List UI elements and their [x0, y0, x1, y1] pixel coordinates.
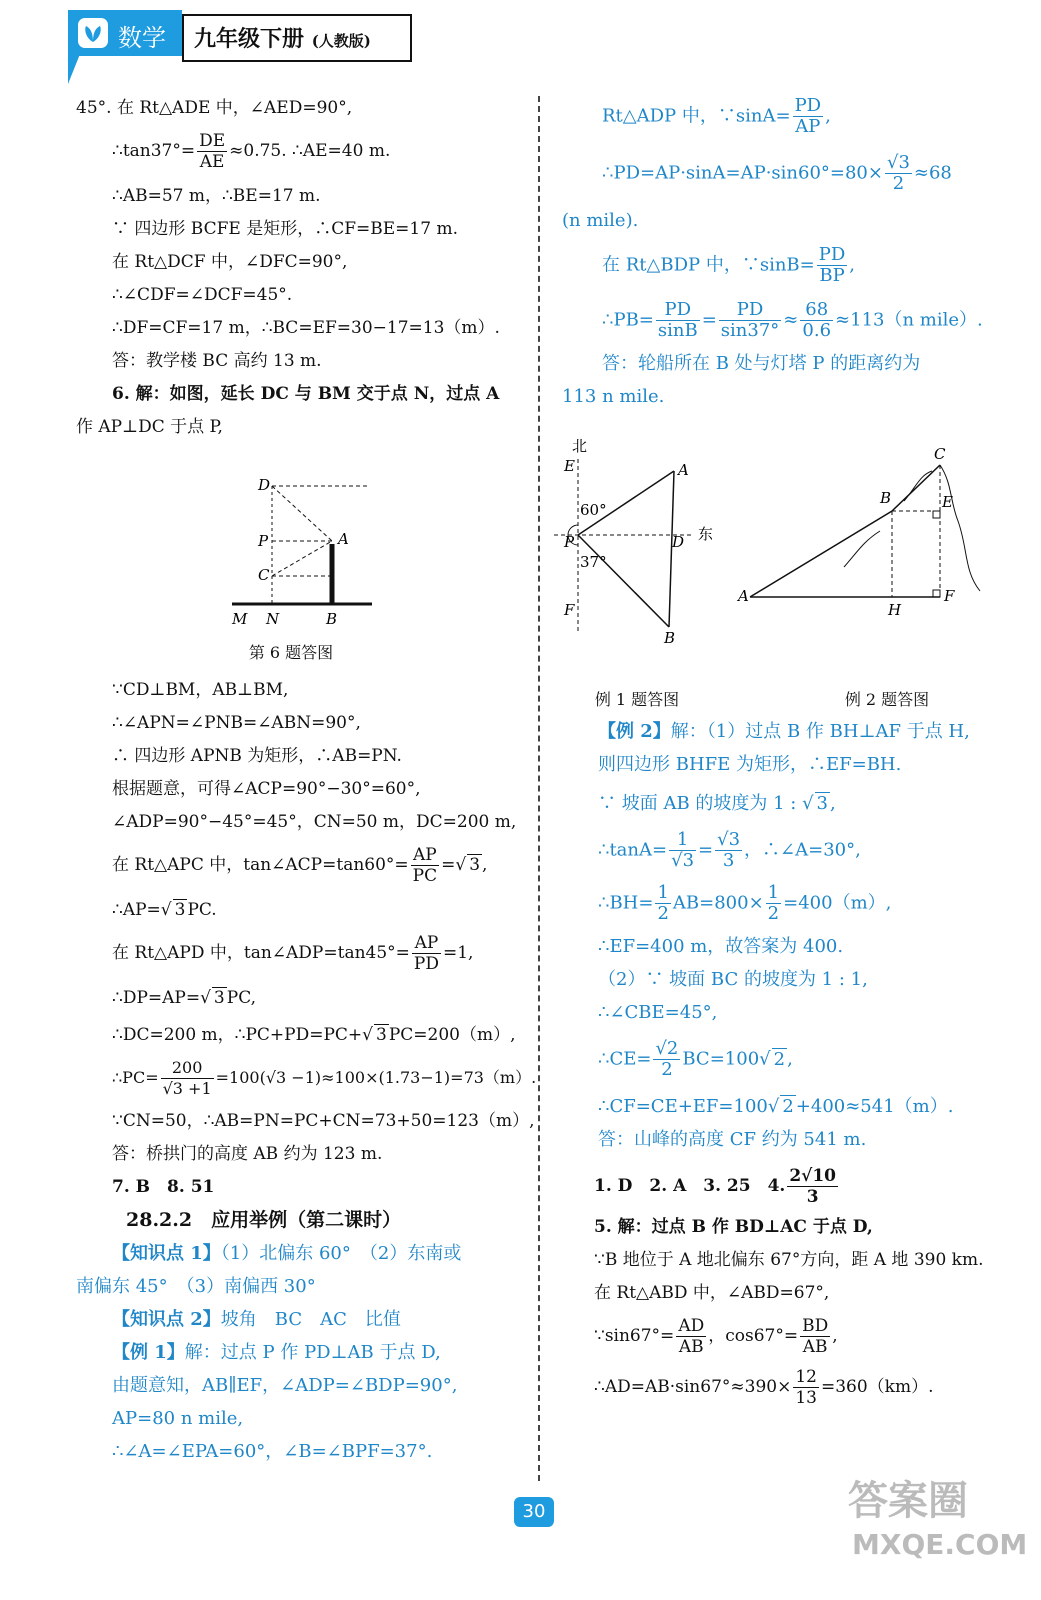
text: ∵sin67°=: [594, 1326, 675, 1346]
text-line: [562, 787, 1022, 820]
text: （1）北偏东 60° （2）东南或: [220, 1243, 462, 1264]
text: =100(√3 −1)≈100×(1.73−1)=73（m）.: [215, 1068, 537, 1087]
text: ，cos67°=: [708, 1326, 799, 1346]
text: =√: [441, 855, 467, 875]
text-line: [562, 1367, 1022, 1408]
text-line: [562, 1166, 1022, 1207]
text-line: ∴EF=400 m，故答案为 400.: [598, 936, 844, 957]
fig2-label: A: [738, 587, 749, 605]
text-line: [562, 883, 1022, 924]
grade-title: 九年级下册: [194, 26, 305, 52]
text: ∴DP=AP=√: [112, 988, 211, 1008]
text-line: [562, 1039, 1022, 1080]
text: ,: [832, 1326, 838, 1346]
text-line: [76, 933, 526, 974]
numerator: AP: [412, 933, 441, 954]
fraction: [669, 830, 696, 871]
text: PC.: [187, 900, 217, 920]
fraction: [766, 883, 781, 924]
radicand: 3: [469, 855, 481, 875]
text: ,: [787, 1048, 793, 1070]
text-line: ∴∠CBE=45°,: [598, 1002, 718, 1023]
denominator: AB: [802, 1337, 828, 1357]
radicand: 3: [376, 1025, 387, 1045]
figure-2-caption: 例 2 题答图: [844, 690, 930, 709]
numerator: PD: [794, 95, 822, 116]
text-line: [562, 153, 1022, 194]
fig1-label: E: [564, 457, 575, 475]
denominator: √3: [671, 850, 695, 871]
text: ∴DC=200 m，∴PC+PD=PC+√: [112, 1025, 374, 1045]
numerator: 2√10: [789, 1166, 837, 1186]
denominator: 0.6: [802, 320, 832, 341]
fraction: [197, 131, 227, 172]
text-line: 113 n mile.: [562, 386, 665, 407]
edition-label: (人教版): [311, 32, 371, 50]
text: ∴PC=: [112, 1068, 159, 1087]
denominator: PD: [413, 954, 439, 974]
text-line: [76, 1303, 526, 1336]
text: ,: [830, 793, 836, 814]
fig1-label: 东: [698, 525, 714, 543]
watermark-logo: 答案圈: [848, 1478, 968, 1524]
text-line: ∴∠APN=∠PNB=∠ABN=90°,: [112, 713, 361, 733]
fig6-label: D: [258, 476, 271, 494]
denominator: BP: [819, 265, 845, 286]
text: ,: [482, 855, 488, 875]
radicand: 3: [816, 793, 828, 814]
page-number: 30: [514, 1497, 554, 1527]
book-title: [194, 22, 371, 53]
text-line: 作 AP⊥DC 于点 P,: [76, 417, 223, 437]
text-line: [76, 845, 526, 886]
fig6-label: C: [258, 566, 270, 584]
numerator: PD: [818, 244, 846, 265]
text-line: [562, 245, 1022, 286]
figure-6-diagram: [76, 444, 526, 624]
watermark-url: MXQE.COM: [852, 1528, 1028, 1561]
figure-6: [76, 444, 526, 662]
text-line: [76, 1237, 526, 1270]
fig2-label: H: [888, 601, 902, 619]
fig1-label: D: [672, 533, 685, 551]
numerator: PD: [719, 300, 782, 321]
text-line: [76, 894, 526, 927]
text: ∴PB=: [602, 309, 654, 331]
figure-6-caption: 第 6 题答图: [248, 643, 334, 662]
fig1-label: 60°: [580, 501, 607, 519]
numerator: √2: [655, 1038, 679, 1059]
text-line: 答：教学楼 BC 高约 13 m.: [112, 351, 322, 371]
text: BC=100√: [682, 1048, 771, 1070]
text: ≈0.75. ∴AE=40 m.: [229, 141, 391, 161]
fraction: [161, 1058, 214, 1099]
numerator: 1: [669, 830, 696, 851]
fraction: [655, 883, 670, 924]
fraction: [719, 300, 782, 341]
numerator: PD: [656, 300, 700, 321]
denominator: AP: [795, 116, 821, 137]
text: ∴AP=√: [112, 900, 172, 920]
fig1-label: A: [678, 461, 689, 479]
text-line: 在 Rt△ABD 中，∠ABD=67°,: [594, 1283, 830, 1303]
denominator: AB: [678, 1337, 704, 1357]
fig2-label: C: [934, 445, 946, 463]
text-line: ∵B 地位于 A 地北偏东 67°方向，距 A 地 390 km.: [594, 1250, 984, 1270]
radicand: 3: [213, 988, 225, 1008]
denominator: 2: [661, 1059, 673, 1080]
numerator: DE: [199, 131, 226, 151]
text: AB=800×: [672, 892, 764, 914]
text: ≈68: [913, 162, 952, 184]
denominator: 2: [657, 903, 669, 924]
text-line: [76, 982, 526, 1015]
fraction: [793, 1367, 819, 1408]
text: 在 Rt△APC 中，tan∠ACP=tan60°=: [112, 855, 409, 875]
fraction: [676, 1316, 706, 1357]
numerator: AP: [411, 845, 439, 866]
numerator: BD: [802, 1316, 829, 1336]
page-header: [68, 10, 412, 62]
leaf-icon: [78, 18, 108, 48]
text: ,: [849, 254, 856, 276]
text-line: 答：桥拱门的高度 AB 约为 123 m.: [112, 1144, 383, 1164]
fig2-label: E: [942, 493, 953, 511]
fig1-label: 北: [572, 437, 588, 455]
fig6-label: N: [266, 610, 280, 624]
fraction: [653, 1039, 680, 1080]
text: ∴tanA=: [598, 839, 668, 861]
text: ∴BH=: [598, 892, 654, 914]
text-line: [76, 1058, 537, 1099]
text-line: (n mile).: [562, 210, 639, 231]
text: ∵ 坡面 AB 的坡度为 1 : √: [598, 793, 814, 814]
text: 在 Rt△BDP 中，∵sinB=: [602, 254, 815, 276]
radicand: 2: [773, 1048, 786, 1070]
text: ∴tan37°=: [112, 141, 196, 161]
right-column: [562, 96, 1022, 1408]
denominator: 13: [795, 1388, 817, 1408]
text-line: ∴AB=57 m，∴BE=17 m.: [112, 186, 321, 206]
text: PC,: [226, 988, 256, 1008]
denominator: 2: [767, 903, 780, 924]
example-tag: 【例 1】: [112, 1342, 185, 1363]
text: =400（m）,: [783, 892, 892, 914]
text: +400≈541（m）.: [795, 1096, 954, 1117]
knowledge-tag: 【知识点 1】: [112, 1243, 221, 1264]
numerator: 1: [657, 882, 669, 903]
denominator: √3 +1: [162, 1079, 212, 1098]
text: =: [698, 839, 714, 861]
figures-row: [562, 431, 1022, 731]
text: =360（km）.: [820, 1377, 934, 1397]
fig2-label: F: [944, 587, 955, 605]
text-line: 答：轮船所在 B 处与灯塔 P 的距离约为: [602, 353, 921, 374]
fig1-label: B: [664, 629, 676, 647]
text: 解：（1）过点 B 作 BH⊥AF 于点 H,: [670, 721, 970, 742]
left-column: [76, 92, 537, 1468]
text: ,: [825, 105, 831, 127]
example-tag: 【例 2】: [598, 721, 671, 742]
text-line: ∵CD⊥BM，AB⊥BM,: [112, 680, 289, 700]
fig1-label: P: [564, 533, 575, 551]
fig6-label: B: [326, 610, 338, 624]
column-divider: [538, 96, 540, 1481]
text-line: 则四边形 BHFE 为矩形，∴EF=BH.: [598, 754, 902, 775]
fraction: [412, 933, 441, 974]
text-line: AP=80 n mile,: [112, 1408, 244, 1429]
text-line: [562, 830, 1022, 871]
fraction: [656, 300, 700, 341]
text-line: （2）∵ 坡面 BC 的坡度为 1 : 1,: [598, 969, 868, 990]
text: 解：过点 P 作 PD⊥AB 于点 D,: [184, 1342, 441, 1363]
section-title: 28.2.2 应用举例（第二课时）: [126, 1209, 402, 1231]
text-line: 在 Rt△DCF 中，∠DFC=90°,: [112, 252, 348, 272]
text-line: ∴ 四边形 APNB 为矩形，∴AB=PN.: [112, 746, 402, 766]
text-line: [562, 300, 1022, 341]
numerator: 1: [767, 882, 780, 903]
fig6-label: A: [338, 530, 349, 548]
subject-label: 数学: [118, 24, 166, 52]
text-line: ∵ 四边形 BCFE 是矩形，∴CF=BE=17 m.: [112, 219, 458, 239]
text-line: ∵CN=50，∴AB=PN=PC+CN=73+50=123（m）,: [112, 1111, 535, 1131]
text-line: [562, 1316, 1022, 1357]
fig6-label: M: [232, 610, 248, 624]
fraction: [787, 1166, 838, 1207]
text-line: 答：山峰的高度 CF 约为 541 m.: [598, 1129, 867, 1150]
text: 坡角 BC AC 比值: [220, 1309, 401, 1330]
denominator: PC: [412, 866, 438, 886]
fraction: [817, 245, 848, 286]
fraction: [411, 845, 439, 886]
fraction: [885, 153, 912, 194]
denominator: AE: [199, 152, 225, 172]
text: 1. D 2. A 3. 25 4.: [594, 1176, 786, 1196]
figure-example-diagrams: [554, 431, 1014, 681]
text: ∴CF=CE+EF=100√: [598, 1096, 780, 1117]
text-line: 由题意知，AB∥EF，∠ADP=∠BDP=90°,: [112, 1375, 458, 1396]
text: 在 Rt△APD 中，tan∠ADP=tan45°=: [112, 943, 410, 963]
text: ≈: [783, 309, 799, 331]
text-line: [76, 1019, 526, 1052]
text-line: 南偏东 45° （3）南偏西 30°: [76, 1276, 316, 1297]
text-line: 6. 解：如图，延长 DC 与 BM 交于点 N，过点 A: [112, 384, 500, 404]
text-line: ∴∠CDF=∠DCF=45°.: [112, 285, 293, 305]
fraction: [800, 300, 833, 341]
knowledge-tag: 【知识点 2】: [112, 1309, 221, 1330]
text-line: [562, 1090, 1022, 1123]
text: ∴PD=AP·sinA=AP·sin60°=80×: [602, 162, 883, 184]
fraction: [800, 1316, 830, 1357]
text-line: 根据题意，可得∠ACP=90°−30°=60°,: [112, 779, 421, 799]
text-line: 7. B 8. 51: [112, 1177, 215, 1197]
numerator: 12: [795, 1367, 817, 1387]
fraction: [715, 830, 742, 871]
numerator: AD: [678, 1316, 705, 1336]
text-line: ∠ADP=90°−45°=45°，CN=50 m，DC=200 m,: [112, 812, 517, 832]
figure-1-caption: 例 1 题答图: [594, 690, 680, 709]
header-title-box: [182, 14, 412, 62]
text: ∴CE=: [598, 1048, 652, 1070]
numerator: 68: [800, 300, 833, 321]
fig1-label: F: [564, 601, 575, 619]
numerator: √3: [886, 152, 910, 173]
fig6-label: P: [258, 532, 269, 550]
text-line: 45°. 在 Rt△ADE 中，∠AED=90°,: [76, 98, 353, 118]
text-line: [562, 96, 1022, 137]
text-line: [76, 131, 526, 172]
text: ∴AD=AB·sin67°≈390×: [594, 1377, 792, 1397]
text: Rt△ADP 中，∵sinA=: [602, 105, 791, 127]
radicand: 2: [782, 1096, 794, 1117]
text-line: 5. 解：过点 B 作 BD⊥AC 于点 D,: [594, 1217, 873, 1237]
numerator: √3: [717, 829, 741, 850]
denominator: 2: [892, 173, 905, 194]
header-tail: [68, 54, 80, 84]
text: PC=200（m）,: [388, 1025, 516, 1045]
text-line: ∴DF=CF=17 m，∴BC=EF=30−17=13（m）.: [112, 318, 500, 338]
radicand: 3: [174, 900, 186, 920]
fraction: [793, 96, 824, 137]
text: =: [701, 309, 717, 331]
numerator: 200: [161, 1058, 214, 1079]
denominator: 3: [806, 1187, 819, 1207]
text-line: [76, 1336, 526, 1369]
denominator: sinB: [657, 320, 698, 341]
denominator: sin37°: [720, 320, 780, 341]
text: =1,: [442, 943, 474, 963]
fig2-label: B: [880, 489, 892, 507]
fig1-label: 37°: [580, 553, 607, 571]
text: ≈113（n mile）.: [835, 309, 983, 331]
text: ，∴∠A=30°,: [744, 839, 861, 861]
denominator: 3: [722, 850, 735, 871]
text-line: ∴∠A=∠EPA=60°，∠B=∠BPF=37°.: [112, 1441, 433, 1462]
